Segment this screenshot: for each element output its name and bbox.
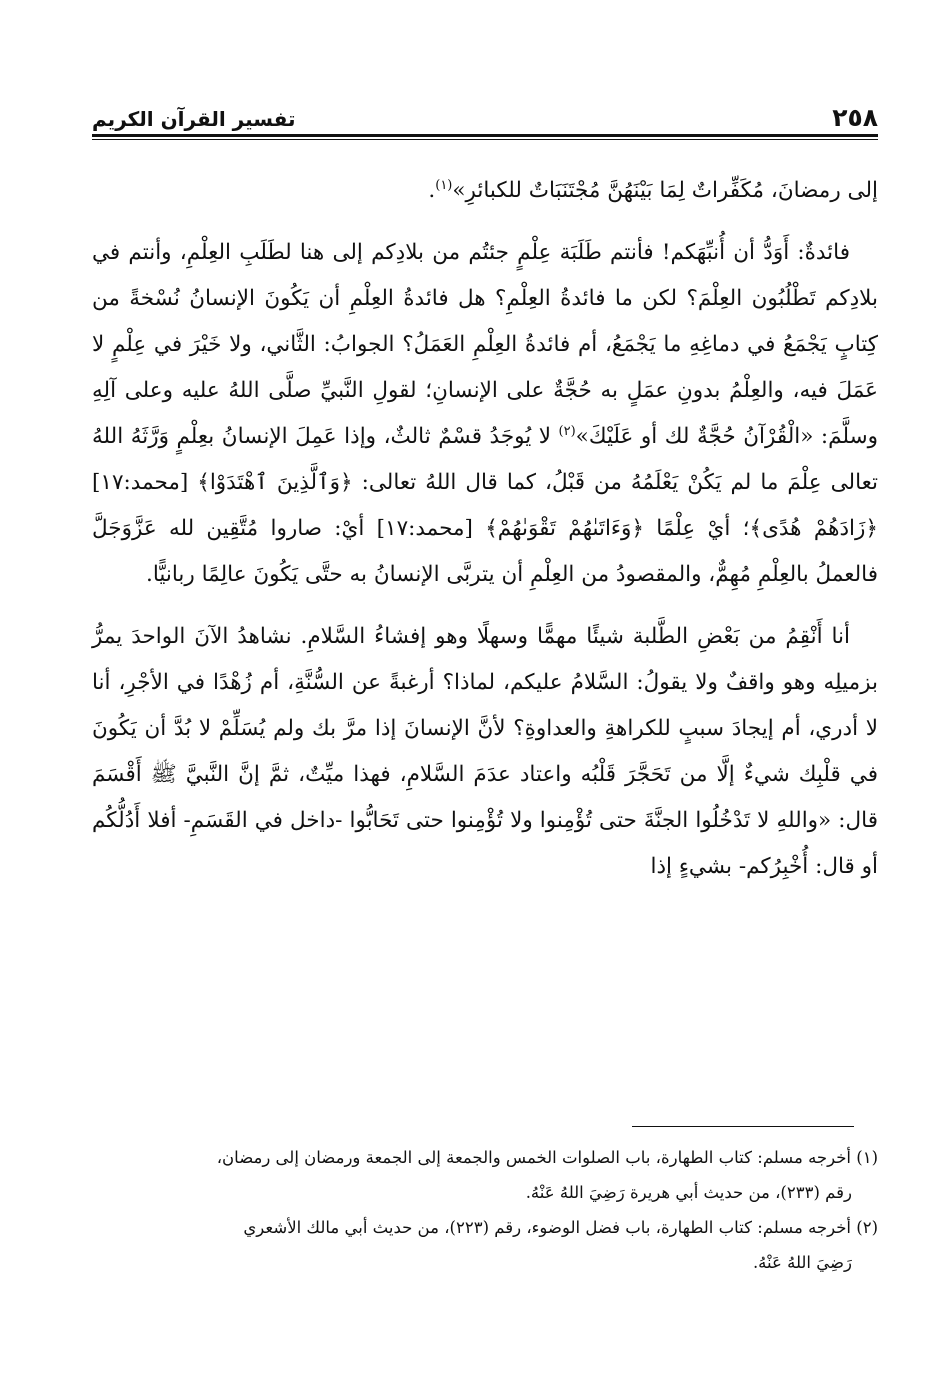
footnote-separator xyxy=(632,1126,854,1127)
footnote-1-continuation xyxy=(92,1175,878,1210)
paragraph-1-end: . xyxy=(428,178,436,203)
paragraph-2-text-a: فائدةٌ: أَوَدُّ أن أُنبِّهَكم! فأنتم طَلَبَة عِلْمٍ جئتُم من بلادِكم إلى هنا لطَلَبِ العِلْمِ، وأنتم في بلادِكم تَطْلُبُون العِلْمَ؟ لكن ما فائدةُ العِلْمِ؟ هل فائدةُ العِلْمِ أن يَكُونَ الإنسانُ نُسْخةً من كِتابٍ يَجْمَعُ في دماغِهِ ما يَجْمَعُ، أم فائدةُ العِلْمِ العَمَلُ؟ الجوابُ: الثَّاني، ولا خَيْرَ في عِلْمٍ لا عَمَلَ فيه، والعِلْمُ بدونِ عمَلٍ به حُجَّةٌ على الإنسانِ؛ لقولِ النَّبيِّ صلَّى اللهُ عليه وعلى آلِهِ وسلَّمَ: «الْقُرْآنُ حُجَّةٌ لك أو عَلَيْكَ» xyxy=(92,240,878,449)
footnote-2 xyxy=(92,1210,878,1245)
running-title: تفسير القرآن الكريم xyxy=(92,107,296,131)
header-rule xyxy=(92,134,878,137)
body-text xyxy=(92,168,878,890)
paragraph-2 xyxy=(92,230,878,598)
footnote-2-text: (٢) أخرجه مسلم: كتاب الطهارة، باب فضل الوضوء، رقم (٢٢٣)، من حديث أبي مالك الأشعري xyxy=(243,1218,878,1237)
paragraph-3 xyxy=(92,614,878,890)
footnotes xyxy=(92,1140,878,1280)
footnote-ref-2: (٢) xyxy=(558,423,576,439)
paragraph-1-text: إلى رمضانَ، مُكَفِّراتٌ لِمَا بَيْنَهُنَّ مُجْتَنَبَاتٌ للكبائرِ» xyxy=(452,178,878,203)
paragraph-2-text-b: لا يُوجَدُ قسْمٌ ثالثٌ، وإذا عَمِلَ الإنسانُ بعِلْمٍ وَرَّثَهُ اللهُ تعالى عِلْمَ ما لم يَكُنْ يَعْلَمُهُ من قَبْلُ، كما قال اللهُ تعالى: ﴿وَٱلَّذِينَ ٱهْتَدَوْا﴾ [محمد:١٧] ﴿زَادَهُمْ هُدًى﴾؛ أيْ عِلْمًا ﴿وَءَاتَىٰهُمْ تَقْوَىٰهُمْ﴾ [محمد:١٧] أيْ: صاروا مُتَّقِين لله عَزَّوَجَلَّ فالعملُ بالعِلْمِ مُهِمٌّ، والمقصودُ من العِلْمِ أن يتربَّى الإنسانُ به حتَّى يَكُونَ عالِمًا ربانيًّا. xyxy=(92,424,878,587)
footnote-2-cont-text: رَضِيَ اللهُ عَنْهُ. xyxy=(752,1253,852,1272)
footnote-ref-1: (١) xyxy=(435,177,453,193)
footnote-1 xyxy=(92,1140,878,1175)
footnote-1-cont-text: رقم (٢٣٣)، من حديث أبي هريرة رَضِيَ اللهُ عَنْهُ. xyxy=(525,1183,852,1202)
footnote-2-continuation xyxy=(92,1245,878,1280)
header-rule-thin xyxy=(92,139,878,140)
paragraph-1 xyxy=(92,168,878,214)
page-number: ٢٥٨ xyxy=(832,103,878,132)
paragraph-3-text: أنا أَنْقِمُ من بَعْضِ الطَّلبة شيئًا مهمًّا وسهلًا وهو إفشاءُ السَّلامِ. نشاهدُ الآنَ الواحدَ يمرُّ بزميلِه وهو واقفٌ ولا يقولُ: السَّلامُ عليكم، لماذا؟ أرغبةً عن السُّنَّةِ، أم زُهْدًا في الأجْرِ، أنا لا أدري، أم إيجادَ سببٍ للكراهةِ والعداوةِ؟ لأنَّ الإنسانَ إذا مرَّ بك ولم يُسَلِّمْ لا بُدَّ أن يَكُونَ في قلْبِك شيءٌ إلَّا من تَحَجَّرَ قَلْبُه واعتاد عدَمَ السَّلامِ، فهذا ميِّتٌ، ثمَّ إنَّ النَّبيَّ ﷺ أَقْسَمَ قال: «واللهِ لا تَدْخُلُوا الجنَّةَ حتى تُؤْمِنوا ولا تُؤْمِنوا حتى تَحَابُّوا -داخل في القَسَمِ- أفلا أَدُلُّكُم أو قال: أُخْبِرُكم- بشيءٍ إذا xyxy=(92,624,878,879)
page-header xyxy=(92,104,878,134)
footnote-1-text: (١) أخرجه مسلم: كتاب الطهارة، باب الصلوات الخمس والجمعة إلى الجمعة ورمضان إلى رمضان، xyxy=(216,1148,878,1167)
